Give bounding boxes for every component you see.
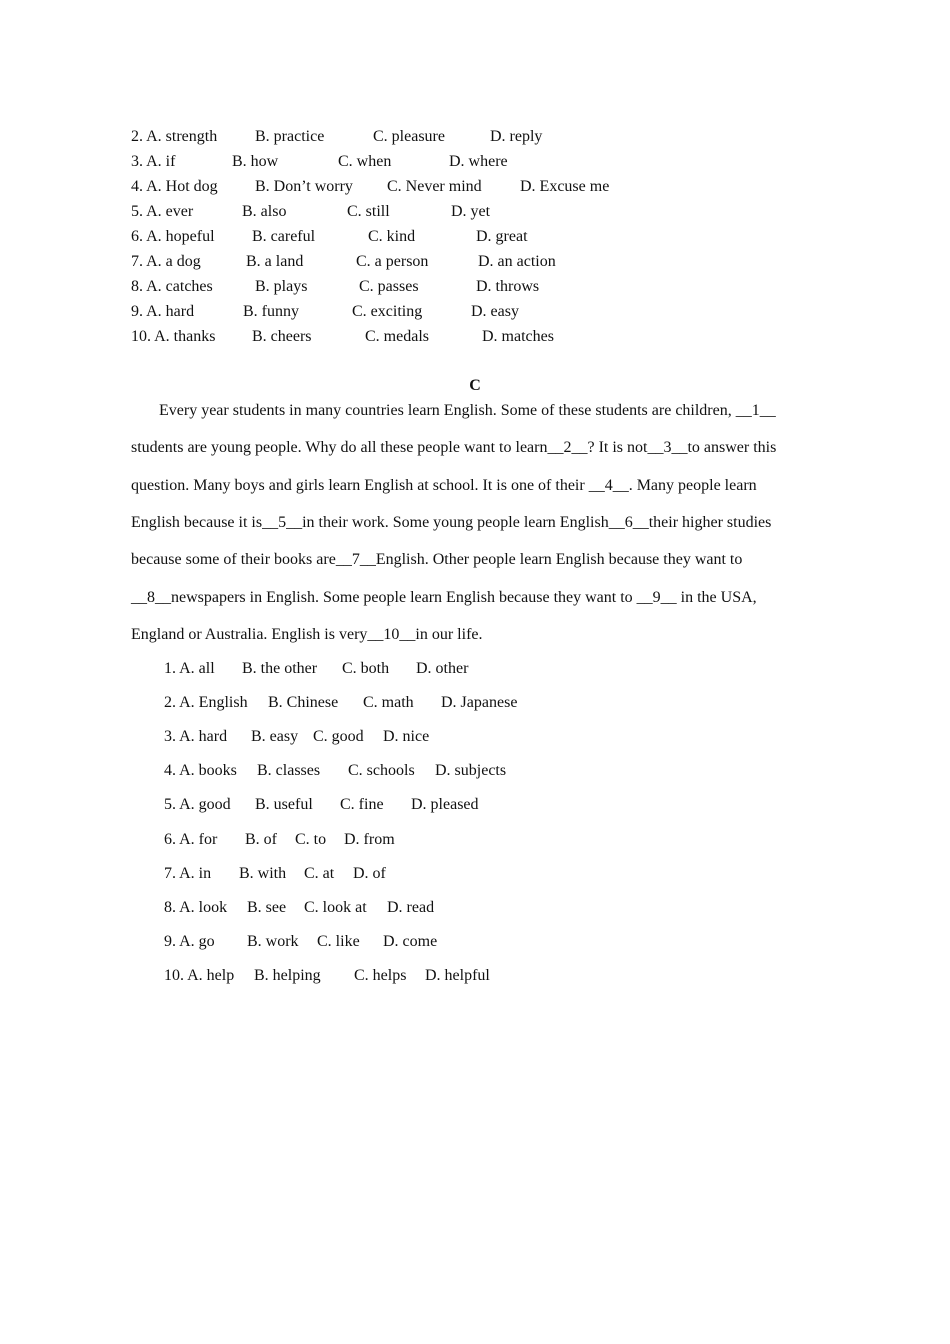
passage-line: Every year students in many countries learn English. Some of these students are children, __1__ xyxy=(159,402,776,419)
question-number: 3. xyxy=(164,728,176,745)
option-a: A. thanks xyxy=(154,328,216,345)
option-c: C. when xyxy=(338,153,392,170)
option-a: A. ever xyxy=(146,203,194,220)
question-number: 4. xyxy=(131,178,143,195)
option-c: C. both xyxy=(342,660,390,677)
option-a: A. a dog xyxy=(146,253,201,270)
question-number: 8. xyxy=(164,899,176,916)
question-number: 9. xyxy=(164,933,176,950)
passage-line: students are young people. Why do all these people want to learn__2__? It is not__3__to answer this xyxy=(131,439,777,456)
question-number: 5. xyxy=(131,203,143,220)
option-a: A. go xyxy=(179,933,215,950)
option-b: B. careful xyxy=(252,228,316,245)
option-d: D. subjects xyxy=(435,762,507,779)
option-b: B. the other xyxy=(242,660,318,677)
option-b: B. Chinese xyxy=(268,694,339,711)
option-c: C. at xyxy=(304,865,335,882)
question-number: 9. xyxy=(131,303,143,320)
option-d: D. Excuse me xyxy=(520,178,610,195)
option-c: C. to xyxy=(295,831,327,848)
option-d: D. helpful xyxy=(425,967,490,984)
option-c: C. still xyxy=(347,203,390,220)
option-c: C. look at xyxy=(304,899,367,916)
passage-line: England or Australia. English is very__10__in our life. xyxy=(131,626,483,643)
option-b: B. easy xyxy=(251,728,299,745)
option-b: B. of xyxy=(245,831,277,848)
option-d: D. where xyxy=(449,153,508,170)
option-c: C. good xyxy=(313,728,364,745)
option-c: C. like xyxy=(317,933,360,950)
option-d: D. matches xyxy=(482,328,554,345)
question-number: 2. xyxy=(131,128,143,145)
option-b: B. see xyxy=(247,899,287,916)
passage-line: because some of their books are__7__English. Other people learn English because they want to xyxy=(131,551,743,568)
question-number: 10. xyxy=(164,967,184,984)
option-d: D. other xyxy=(416,660,469,677)
option-d: D. reply xyxy=(490,128,543,145)
option-a: A. hard xyxy=(146,303,195,320)
option-b: B. helping xyxy=(254,967,321,984)
passage-line: question. Many boys and girls learn English at school. It is one of their __4__. Many people learn xyxy=(131,477,757,494)
option-b: B. with xyxy=(239,865,287,882)
question-number: 2. xyxy=(164,694,176,711)
section-heading: C xyxy=(469,377,481,394)
option-d: D. throws xyxy=(476,278,540,295)
option-b: B. work xyxy=(247,933,299,950)
option-d: D. Japanese xyxy=(441,694,518,711)
option-d: D. pleased xyxy=(411,796,479,813)
option-c: C. kind xyxy=(368,228,416,245)
option-d: D. great xyxy=(476,228,528,245)
option-a: A. if xyxy=(146,153,176,170)
option-a: A. hard xyxy=(179,728,228,745)
option-a: A. for xyxy=(179,831,218,848)
option-c: C. passes xyxy=(359,278,419,295)
option-a: A. help xyxy=(187,967,235,984)
option-c: C. medals xyxy=(365,328,429,345)
option-a: A. in xyxy=(179,865,212,882)
question-number: 10. xyxy=(131,328,151,345)
option-a: A. hopeful xyxy=(146,228,215,245)
option-c: C. helps xyxy=(354,967,407,984)
passage-line: English because it is__5__in their work. Some young people learn English__6__their higher studies xyxy=(131,514,772,531)
option-b: B. how xyxy=(232,153,279,170)
question-number: 1. xyxy=(164,660,176,677)
option-b: B. Don’t worry xyxy=(255,178,353,195)
option-b: B. also xyxy=(242,203,287,220)
option-a: A. books xyxy=(179,762,237,779)
option-a: A. catches xyxy=(146,278,213,295)
option-d: D. an action xyxy=(478,253,556,270)
option-a: A. English xyxy=(179,694,248,711)
question-number: 7. xyxy=(131,253,143,270)
option-c: C. exciting xyxy=(352,303,423,320)
option-d: D. of xyxy=(353,865,386,882)
option-a: A. all xyxy=(179,660,215,677)
option-a: A. strength xyxy=(146,128,218,145)
option-c: C. Never mind xyxy=(387,178,482,195)
option-c: C. schools xyxy=(348,762,415,779)
option-a: A. Hot dog xyxy=(146,178,218,195)
question-number: 6. xyxy=(164,831,176,848)
option-b: B. useful xyxy=(255,796,313,813)
question-number: 7. xyxy=(164,865,176,882)
option-b: B. plays xyxy=(255,278,308,295)
option-b: B. funny xyxy=(243,303,299,320)
question-number: 4. xyxy=(164,762,176,779)
option-b: B. cheers xyxy=(252,328,312,345)
option-c: C. a person xyxy=(356,253,429,270)
option-d: D. yet xyxy=(451,203,491,220)
option-d: D. easy xyxy=(471,303,519,320)
option-b: B. classes xyxy=(257,762,321,779)
option-c: C. pleasure xyxy=(373,128,445,145)
option-d: D. nice xyxy=(383,728,430,745)
option-d: D. from xyxy=(344,831,395,848)
option-c: C. fine xyxy=(340,796,384,813)
option-d: D. come xyxy=(383,933,438,950)
option-a: A. good xyxy=(179,796,231,813)
option-b: B. a land xyxy=(246,253,304,270)
option-c: C. math xyxy=(363,694,414,711)
question-number: 5. xyxy=(164,796,176,813)
option-b: B. practice xyxy=(255,128,325,145)
option-d: D. read xyxy=(387,899,435,916)
option-a: A. look xyxy=(179,899,228,916)
question-number: 6. xyxy=(131,228,143,245)
question-number: 3. xyxy=(131,153,143,170)
question-number: 8. xyxy=(131,278,143,295)
passage-line: __8__newspapers in English. Some people learn English because they want to __9__ in the USA, xyxy=(131,589,757,606)
